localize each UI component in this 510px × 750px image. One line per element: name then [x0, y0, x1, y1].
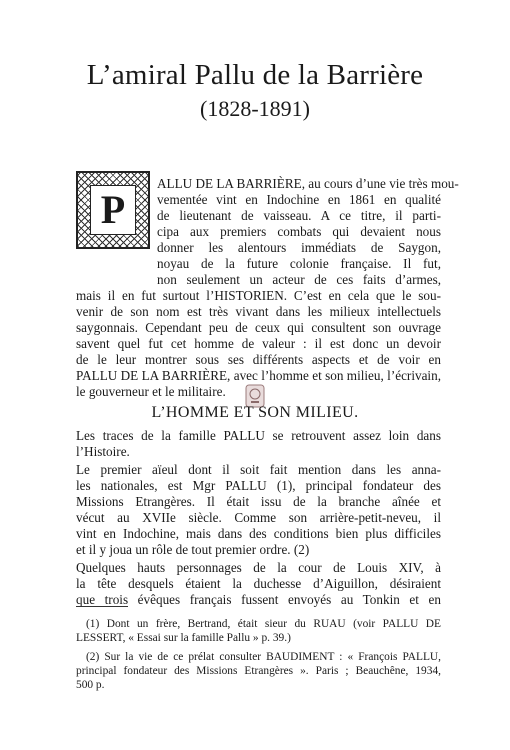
intro-line: saygonnais. Cependant peu de ceux qui consultent son ouvrage — [76, 320, 441, 335]
decorative-initial-frame — [90, 185, 136, 235]
intro-line: ALLU DE LA BARRIÈRE, au cours d’une vie très mou- — [157, 176, 459, 191]
footnote-rule — [76, 606, 128, 607]
drop-cap-letter: P — [100, 187, 126, 232]
intro-line: PALLU DE LA BARRIÈRE, avec l’homme et son milieu, l’écrivain, — [76, 368, 441, 383]
body-line: les nationales, est Mgr PALLU (1), principal fondateur des — [76, 478, 441, 493]
body-line: Les traces de la famille PALLU se retrouvent assez loin dans — [76, 428, 441, 443]
body-line: Missions Etrangères. Il était issu de la branche aînée et — [76, 494, 441, 509]
body-line: Quelques hauts personnages de la cour de Louis XIV, à — [76, 560, 441, 575]
intro-line: venir de son nom est très vivant dans les milieux intellectuels — [76, 304, 441, 319]
body-line: l’Histoire. — [76, 444, 130, 459]
body-line: et il y joua un rôle de tout premier ordre. (2) — [76, 542, 310, 557]
intro-line: vementée vint en Indochine en 1861 en qualité — [157, 192, 441, 207]
footnote-line: LESSERT, « Essai sur la famille Pallu » p. 39.) — [76, 632, 291, 644]
intro-line: de le leur montrer sous ses différents aspects et de voir en — [76, 352, 441, 367]
body-line: Le premier aïeul dont il soit fait mention dans les anna- — [76, 462, 441, 477]
footnote-line: 500 p. — [76, 679, 105, 691]
intro-line: cipa aux premiers combats qui devaient nous — [157, 224, 441, 239]
intro-line: savent quel fut cet homme de valeur : il est donc un devoir — [76, 336, 441, 351]
intro-line: donner les alentours immédiats de Saygon, — [157, 240, 441, 255]
page-title: L’amiral Pallu de la Barrière — [86, 59, 424, 91]
intro-line: mais il en fut surtout l’HISTORIEN. C’est en cela que le sou- — [76, 288, 441, 303]
body-line: que trois évêques français fussent envoyés au Tonkin et en — [76, 592, 441, 607]
intro-line: le gouverneur et le militaire. — [76, 384, 226, 399]
decorative-initial — [76, 171, 150, 249]
intro-line: non seulement un acteur de ces faits d’armes, — [157, 272, 441, 287]
body-line: vécut au XVIIe siècle. Comme son arrière-petit-neveu, il — [76, 510, 441, 525]
footnote-line: (1) Dont un frère, Bertrand, était sieur du RUAU (voir PALLU DE — [86, 618, 441, 630]
body-line: la tête desquels étaient la duchesse d’Aiguillon, désiraient — [76, 576, 441, 591]
life-dates: (1828-1891) — [200, 96, 310, 121]
intro-line: noyau de la future colonie française. Il fut, — [157, 256, 441, 271]
body-line: vint en Indochine, mais dans des conditions bien plus difficiles — [76, 526, 441, 541]
footnote-line: (2) Sur la vie de ce prélat consulter BAUDIMENT : « François PALLU, — [86, 651, 441, 663]
intro-line: de lieutenant de vaisseau. A ce titre, il parti- — [157, 208, 441, 223]
footnote-line: principal fondateur des Missions Etrangères ». Paris ; Beauchêne, 1934, — [76, 665, 441, 677]
section-heading: L’HOMME ET SON MILIEU. — [151, 404, 359, 421]
